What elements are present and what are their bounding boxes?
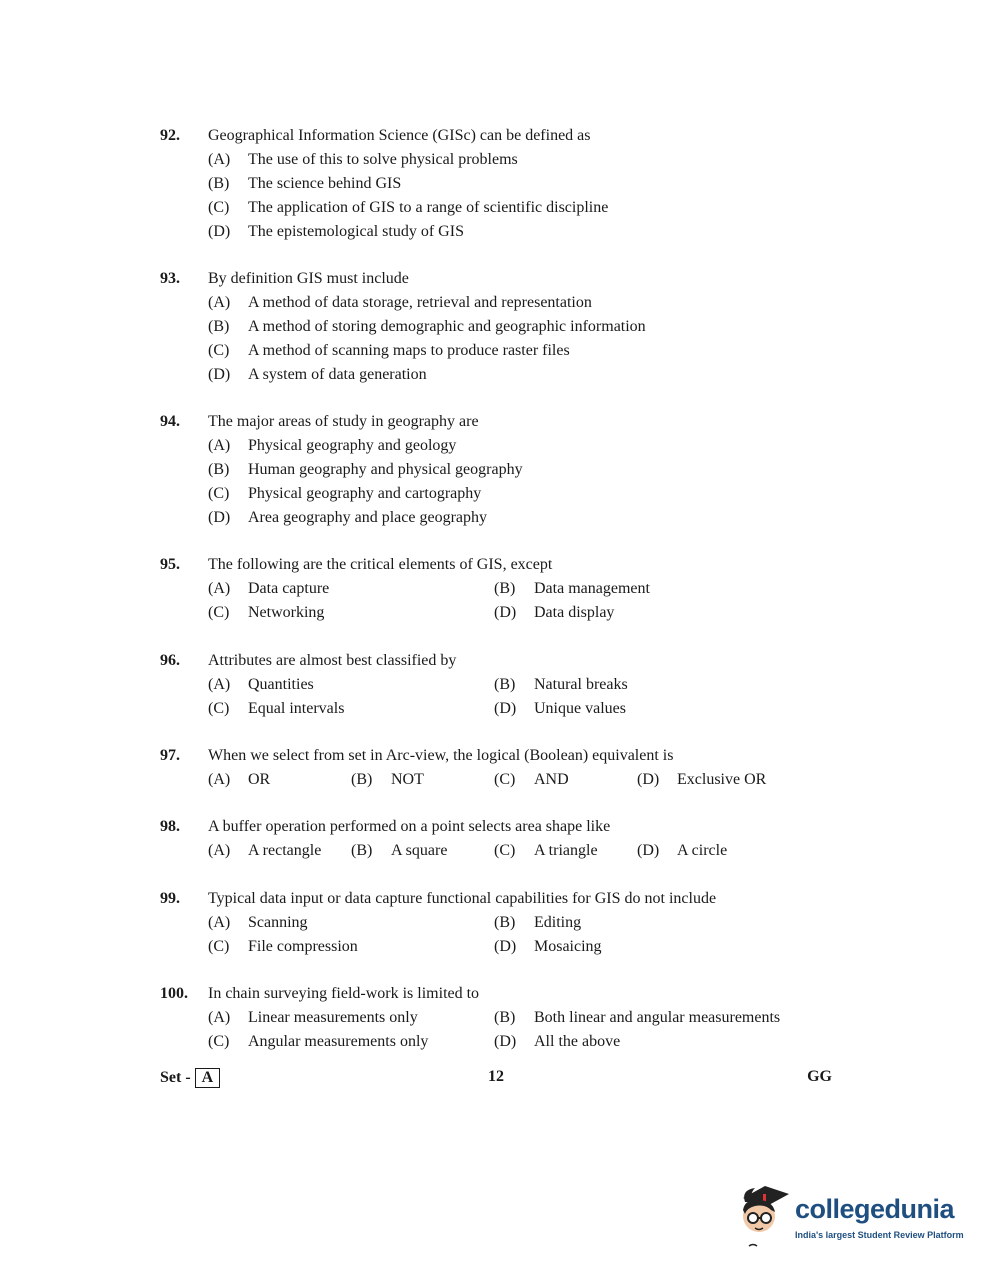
question-number: 96. (160, 652, 180, 669)
question-text: By definition GIS must include (208, 270, 409, 287)
question-95 (160, 556, 840, 628)
question-text: Geographical Information Science (GISc) can be defined as (208, 127, 591, 144)
option-a: (A) Data capture (208, 580, 330, 597)
option-b: (B) Human geography and physical geography (208, 461, 523, 478)
question-100 (160, 985, 840, 1057)
question-number: 93. (160, 270, 180, 287)
question-number: 97. (160, 747, 180, 764)
question-text: Attributes are almost best classified by (208, 652, 457, 669)
question-text: The major areas of study in geography are (208, 413, 479, 430)
question-92 (160, 127, 840, 247)
option-c: (C) File compression (208, 938, 358, 955)
paper-code: GG (807, 1068, 832, 1085)
option-a: (A) OR (208, 771, 271, 788)
option-d: (D) Unique values (494, 700, 626, 717)
question-94 (160, 413, 840, 533)
option-b: (B) NOT (351, 771, 424, 788)
option-b: (B) The science behind GIS (208, 175, 402, 192)
question-number: 94. (160, 413, 180, 430)
option-c: (C) Equal intervals (208, 700, 345, 717)
question-number: 98. (160, 818, 180, 835)
set-label: Set - (160, 1069, 191, 1086)
option-a: (A) Physical geography and geology (208, 437, 457, 454)
question-text: The following are the critical elements of GIS, except (208, 556, 553, 573)
option-c: (C) A triangle (494, 842, 598, 859)
option-d: (D) A system of data generation (208, 366, 427, 383)
option-c: (C) The application of GIS to a range of scientific discipline (208, 199, 609, 216)
collegedunia-logo (735, 1180, 965, 1250)
question-number: 99. (160, 890, 180, 907)
question-98 (160, 818, 840, 866)
option-c: (C) Networking (208, 604, 325, 621)
option-b: (B) Data management (494, 580, 650, 597)
option-b: (B) Editing (494, 914, 582, 931)
question-96 (160, 652, 840, 724)
set-indicator (160, 1068, 220, 1088)
option-d: (D) Data display (494, 604, 615, 621)
option-a: (A) Linear measurements only (208, 1009, 418, 1026)
question-93 (160, 270, 840, 390)
option-a: (A) Quantities (208, 676, 314, 693)
option-b: (B) A square (351, 842, 448, 859)
page-number: 12 (488, 1068, 504, 1085)
option-b: (B) A method of storing demographic and geographic information (208, 318, 646, 335)
question-number: 95. (160, 556, 180, 573)
question-text: In chain surveying field-work is limited to (208, 985, 480, 1002)
option-d: (D) The epistemological study of GIS (208, 223, 464, 240)
option-a: (A) Scanning (208, 914, 308, 931)
option-d: (D) Area geography and place geography (208, 509, 487, 526)
option-c: (C) A method of scanning maps to produce raster files (208, 342, 570, 359)
option-d: (D) A circle (637, 842, 728, 859)
option-b: (B) Both linear and angular measurements (494, 1009, 781, 1026)
option-a: (A) A method of data storage, retrieval and representation (208, 294, 592, 311)
option-c: (C) AND (494, 771, 569, 788)
set-box: A (195, 1068, 221, 1088)
option-c: (C) Physical geography and cartography (208, 485, 482, 502)
option-d: (D) Mosaicing (494, 938, 602, 955)
mascot-icon (735, 1180, 795, 1250)
option-a: (A) A rectangle (208, 842, 322, 859)
option-d: (D) All the above (494, 1033, 621, 1050)
option-b: (B) Natural breaks (494, 676, 628, 693)
question-number: 92. (160, 127, 180, 144)
question-97 (160, 747, 840, 795)
logo-name: collegedunia (795, 1194, 955, 1224)
question-99 (160, 890, 840, 962)
page-footer (160, 1066, 832, 1090)
question-number: 100. (160, 985, 188, 1002)
logo-tagline: India's largest Student Review Platform (795, 1230, 964, 1240)
option-a: (A) The use of this to solve physical problems (208, 151, 518, 168)
question-text: When we select from set in Arc-view, the logical (Boolean) equivalent is (208, 747, 674, 764)
option-c: (C) Angular measurements only (208, 1033, 429, 1050)
option-d: (D) Exclusive OR (637, 771, 767, 788)
question-text: A buffer operation performed on a point selects area shape like (208, 818, 611, 835)
question-text: Typical data input or data capture functional capabilities for GIS do not include (208, 890, 717, 907)
